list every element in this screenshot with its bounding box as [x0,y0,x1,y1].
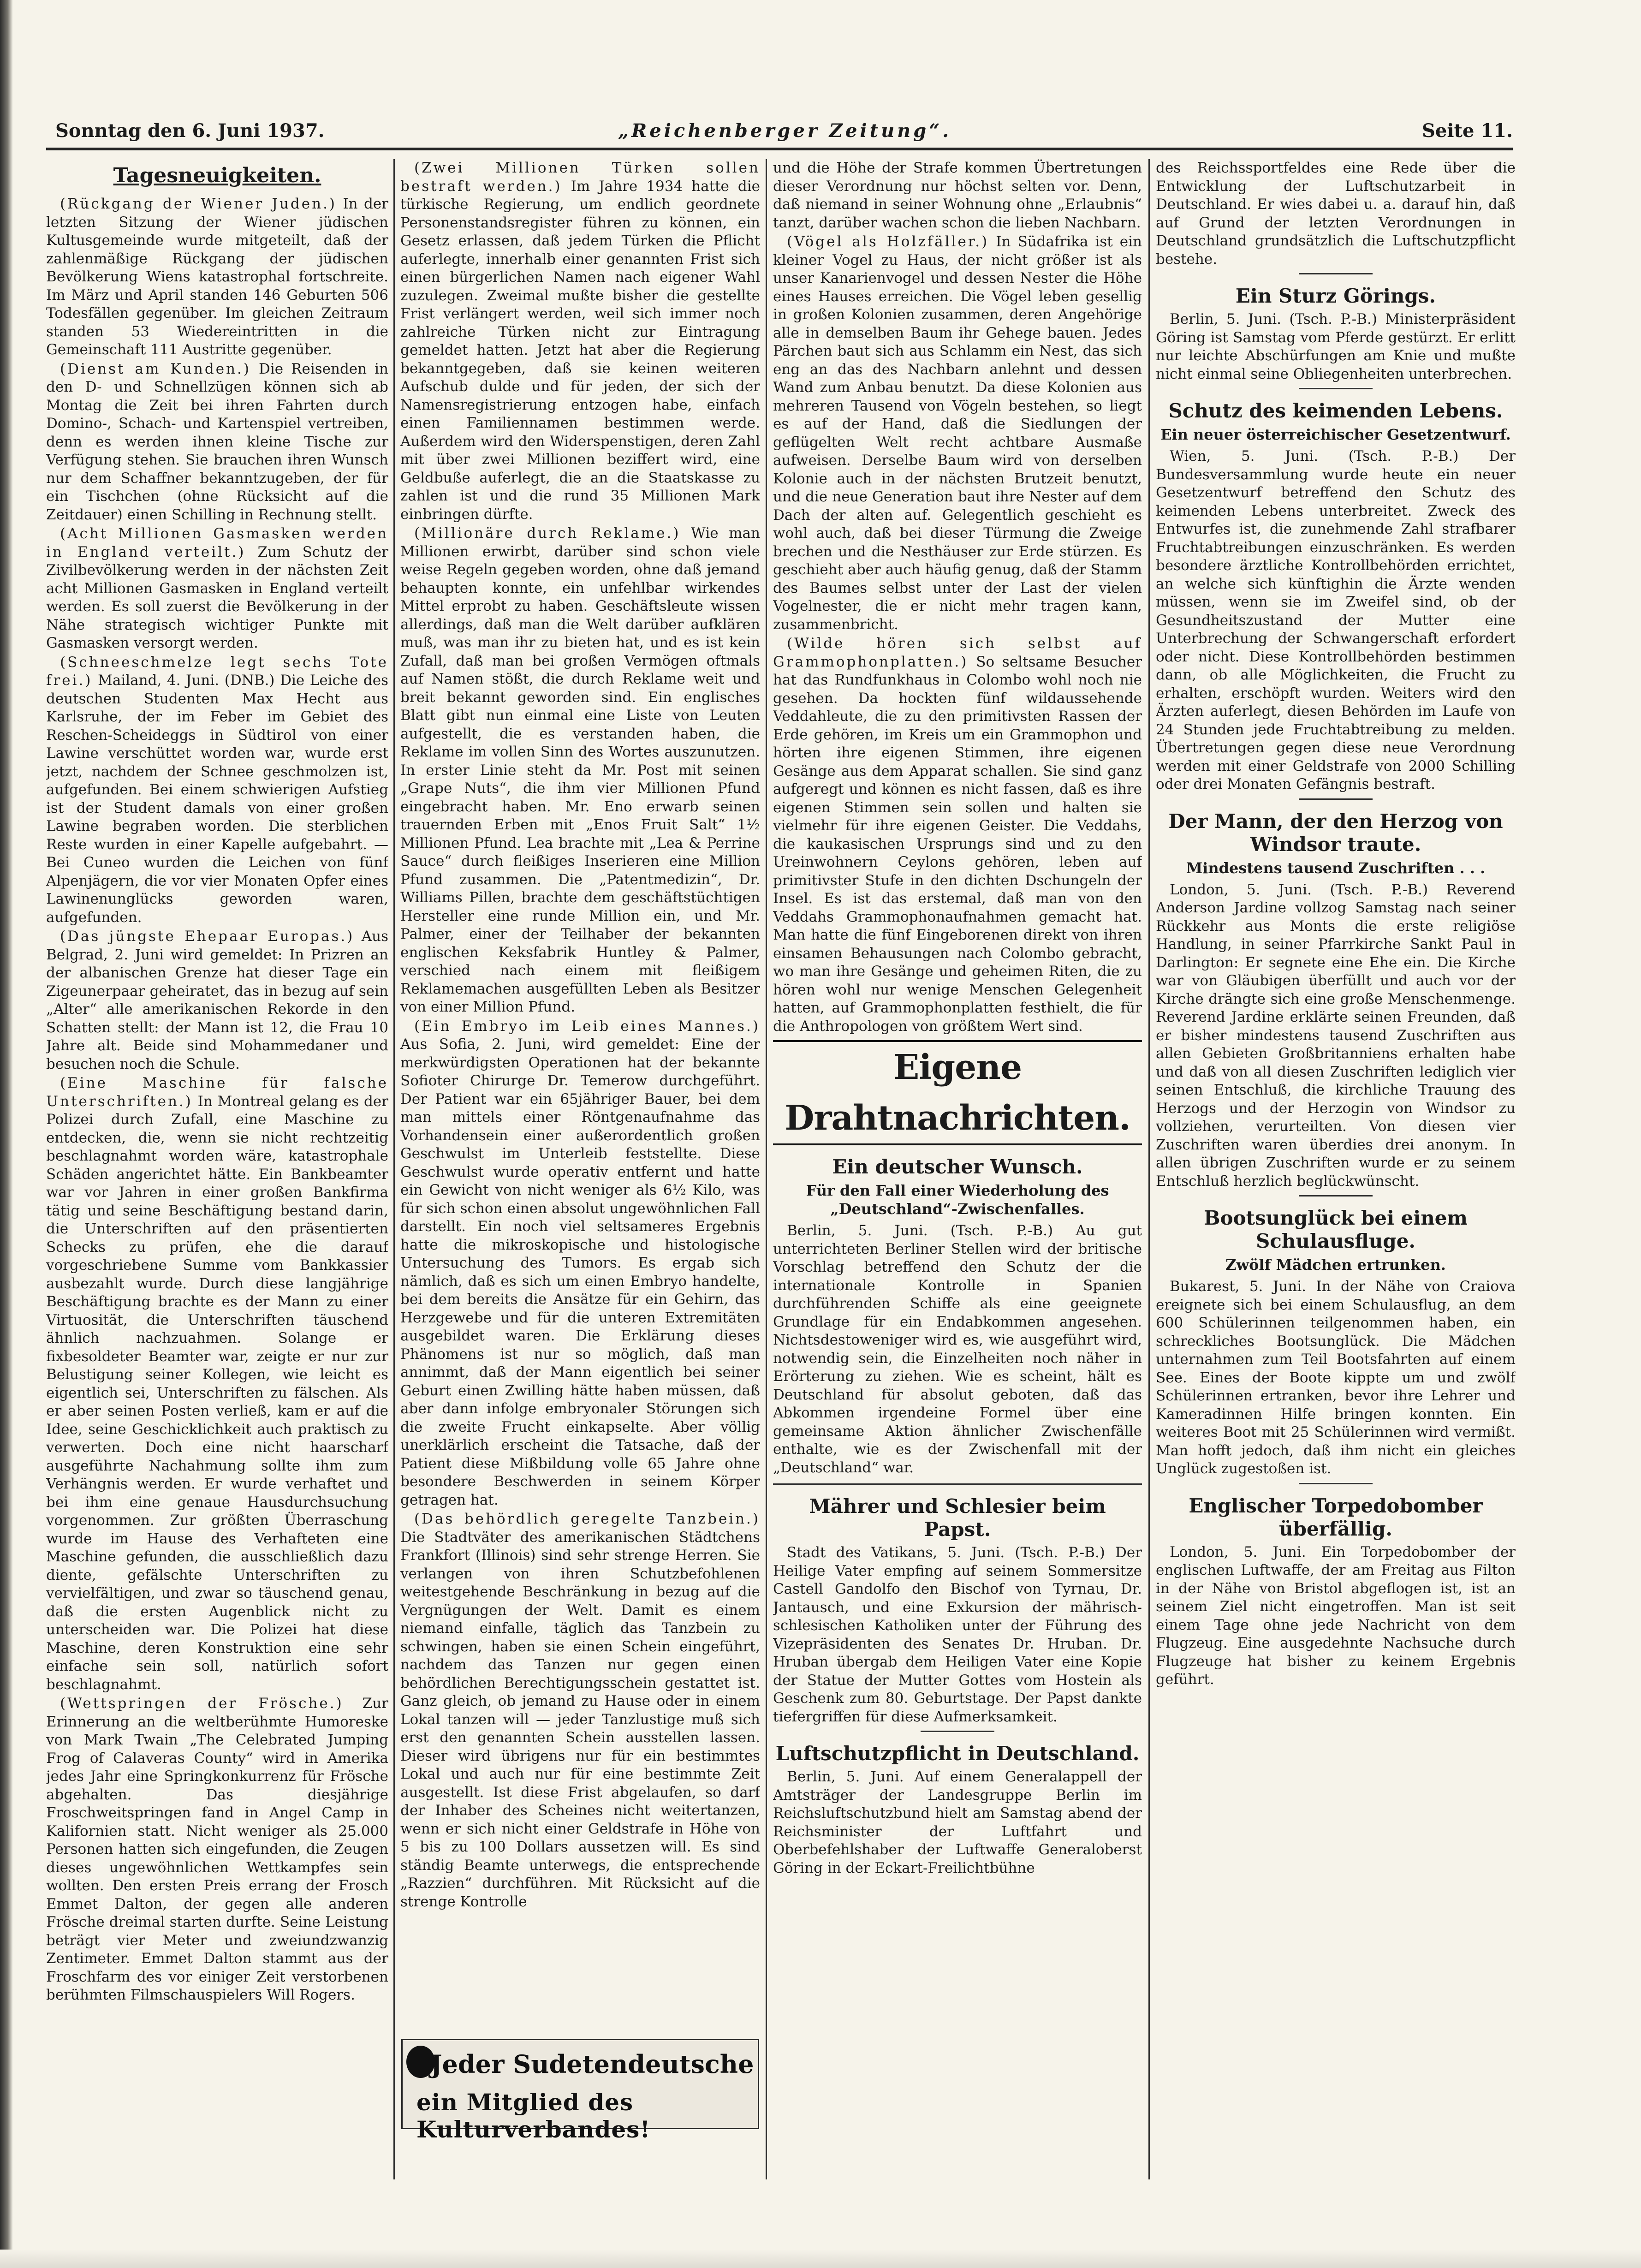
article-body: London, 5. Juni. Ein Torpedobomber der englischen Luftwaffe, der am Freitag aus Filton in der Nähe von Bristol abgeflogen ist, ist an seinem Ziel nicht eingetroffen. Man ist seit einem Tage ohne jede Nachricht von dem Flugzeug. Eine ausgedehnte Nachsuche durch Flugzeuge hat bisher zu keinem Ergebnis geführt. [1156,1543,1516,1688]
column-1 [46,159,388,2179]
article-title: (Vögel als Holzfäller.) [787,233,989,250]
article-body: Im Jahre 1934 hatte die türkische Regierung, um endlich geordnete Personenstandsregister führen zu können, ein Gesetz erlassen, daß jedem Türken die Pflicht auferlegte, innerhalb einer genannten Frist sich einen bürgerlichen Namen nach eigener Wahl zuzulegen. Zweimal mußte bisher die gestellte Frist verlängert werden, weil sich immer noch zahlreiche Türken nicht zur Eintragung gemeldet hatten. Jetzt hat aber die Regierung bekanntgegeben, daß sie keinen weiteren Aufschub dulde und für jeden, der sich der Namensregistrierung entzogen habe, einfach einen Familiennamen bestimmen werde. Außerdem wird den Widerspenstigen, deren Zahl mit über zwei Millionen beziffert wird, eine Geldbuße auferlegt, die an die Staatskasse zu zahlen ist und die rund 35 Millionen Mark einbringen dürfte. [400,178,760,523]
article-title: (Eine Maschine für falsche Unterschriften.) [46,1075,388,1110]
article-juengstes-ehepaar [46,928,388,1073]
article-body: des Reichssportfeldes eine Rede über die Entwicklung der Luftschutzarbeit in Deutschland. Er wies dabei u. a. darauf hin, daß auf Grund der letzten Verordnungen in Deutschland grundsätzlich die Luftschutzpflicht bestehe. [1156,160,1516,268]
article-tanzbein [400,1510,760,1911]
article-millionaere-reklame [400,524,760,1017]
article-body: Wien, 5. Juni. (Tsch. P.-B.) Der Bundesversammlung wurde heute ein neuer Gesetzentwurf betreffend den Schutz des keimenden Lebens unterbreitet. Zweck des Entwurfes ist, die zunehmende Zahl strafbarer Fruchtabtreibungen einzuschränken. Es werden besondere ärztliche Kontrollbehörden errichtet, an welche sich künftighin die Ärzte wenden müssen, wenn sie im Zweifel sind, ob der Gesundheitszustand der Mutter eine Unterbrechung der Schwangerschaft erfordert oder nicht. Diese Kontrollbehörden bestimmen dann, ob alle Möglichkeiten, die Frucht zu erhalten, erschöpft wurden. Weiters wird den Ärzten auferlegt, diesen Behörden im Laufe von 24 Stunden jede Fruchtabtreibung zu melden. Übertretungen gegen diese neue Verordnung werden mit einer Geldstrafe von 2000 Schilling oder drei Monaten Gefängnis bestraft. [1156,448,1516,792]
article-body: London, 5. Juni. (Tsch. P.-B.) Reverend Anderson Jardine vollzog Samstag nach seiner Rückkehr aus Monts die erste religiöse Handlung, in seiner Pfarrkirche Sankt Paul in Darlington: Er segnete eine Ehe ein. Die Kirche war von Gläubigen überfüllt und auch vor der Kirche drängte sich eine große Menschenmenge. Reverend Jardine erklärte seinen Freunden, daß er bisher mindestens tausend Zuschriften aus allen Gebieten Großbritanniens erhalten habe und daß von all diesen Zuschriften lediglich vier seinen Entschluß, die kirchliche Trauung des Herzogs und der Herzogin von Windsor zu vollziehen, verurteilten. Von diesen vier Zuschriften waren überdies drei anonym. In allen übrigen Zuschriften wurde er zu seinem Entschluß herzlich beglückwünscht. [1156,881,1516,1190]
section-rule [1299,273,1373,274]
article-voegel-holzfaeller [773,233,1142,634]
column-2 [400,159,760,2179]
article-wettspringen-froesche [46,1695,388,2005]
subheadline: Ein neuer österreichischer Gesetzentwurf. [1160,426,1511,443]
article-title: (Das jüngste Ehepaar Europas.) [60,928,355,945]
article-body: Berlin, 5. Juni. Auf einem Generalappell der Amtsträger der Landesgruppe Berlin im Reichsluftschutzbund hielt am Samstag abend der Reichsminister der Luftfahrt und Oberbefehlshaber der Luftwaffe Generaloberst Göring in der Eckart-Freilichtbühne [773,1768,1142,1876]
masthead [46,111,1513,152]
article-continuation [773,159,1142,232]
article-body: Aus Belgrad, 2. Juni wird gemeldet: In Prizren an der albanischen Grenze hat dieser Tage ein Zigeunerpaar geheiratet, das in bezug auf sein „Alter“ alle amerikanischen Rekorde in den Schatten stellt: der Mann ist 12, die Frau 10 Jahre alt. Beide sind Mohammedaner und besuchen noch die Schule. [46,928,388,1072]
section-rule [1299,1195,1373,1197]
page-bottom-edge [0,2250,1641,2268]
section-rule [921,1731,994,1732]
headline: Ein Sturz Görings. [1235,285,1436,307]
ad-line-2: ein Mitglied des Kulturverbandes! [416,2089,651,2143]
article-body: Berlin, 5. Juni. (Tsch. P.-B.) Ministerpräsident Göring ist Samstag vom Pferde gestürzt. Er erlitt nur leichte Abschürfungen am Knie und mußte nicht einmal seine Obliegenheiten unterbrechen. [1156,311,1516,382]
headline: Ein deutscher Wunsch. [832,1155,1083,1178]
masthead-page-number: Seite 11. [1422,120,1513,142]
column-4 [1156,159,1516,2179]
article-title: (Rückgang der Wiener Juden.) [60,196,337,212]
article-zwei-millionen-tuerken [400,159,760,524]
section-rule [1299,798,1373,800]
article-body: Die Stadtväter des amerikanischen Städtchens Frankfort (Illinois) sind sehr strenge Herren. Sie verlangen von ihren Schutzbefohlenen weitestgehende Beschränkung in bezug auf die Vergnügungen der Welt. Damit es einem niemand einfalle, täglich das Tanzbein zu schwingen, haben sie einen Schein eingeführt, nachdem das Tanzen nur gegen einen behördlichen Berechtigungsschein gestattet ist. Ganz gleich, ob jemand zu Hause oder in einem Lokal tanzen will — jeder Tanzlustige muß sich erst den genannten Schein ausstellen lassen. Dieser wird übrigens nur für ein bestimmtes Lokal und auch nur für eine bestimmte Zeit ausgestellt. Ist diese Frist abgelaufen, so darf der Inhaber des Scheines nicht weitertanzen, wenn er sich nicht einer Geldstrafe in Höhe von 5 bis zu 100 Dollars aussetzen will. Es sind ständig Beamte unterwegs, die entsprechende „Razzien“ durchführen. Mit Rücksicht auf die strenge Kontrolle [400,1529,760,1910]
kulturverband-advertisement [401,2039,759,2143]
article-dienst-am-kunden [46,360,388,524]
headline: Englischer Torpedobomber überfällig. [1189,1494,1483,1540]
section-banner: Eigene Drahtnachrichten. [773,1040,1142,1145]
column-3 [773,159,1142,2179]
article-torpedobomber [1156,1543,1516,1689]
article-schutz-keimendes-leben [1156,447,1516,794]
article-body: Zum Schutz der Zivilbevölkerung werden in der nächsten Zeit acht Millionen Gasmasken in England verteilt werden. Es soll zuerst die Bevölkerung in der Nähe strategisch wichtiger Punkte mit Gasmasken versorgt werden. [46,543,388,651]
article-title: (Dienst am Kunden.) [60,360,251,377]
article-body: Aus Sofia, 2. Juni, wird gemeldet: Eine der merkwürdigsten Operationen hat der bekannte Sofioter Chirurge Dr. Temerow durchgeführt. Der Patient war ein 65jähriger Bauer, bei dem man mittels einer Röntgenaufnahme das Vorhandensein einer außerordentlich großen Geschwulst im Unterleib feststellte. Diese Geschwulst wurde operativ entfernt und hatte ein Gewicht von nicht weniger als 6½ Kilo, was für sich schon einen absolut ungewöhnlichen Fall darstellt. Ein noch viel seltsameres Ergebnis hatte die mikroskopische und histologische Untersuchung des Tumors. Es ergab sich nämlich, daß es sich um einen Embryo handelte, bei dem bereits die Ansätze für ein Gehirn, das Herzgewebe und für die unteren Extremitäten ausgebildet waren. Die Erklärung dieses Phänomens ist nur so möglich, daß man annimmt, daß der Mann eigentlich bei seiner Geburt einen Zwilling hätte haben müssen, daß aber dann infolge embryonaler Störungen sich die zweite Frucht einkapselte. Aber völlig unerklärlich erscheint die Tatsache, daß der Patient diese Mißbildung volle 65 Jahre ohne besondere Beschwerden in seinem Körper getragen hat. [400,1036,760,1508]
headline: Schutz des keimenden Lebens. [1168,399,1503,422]
section-heading: Tagesneuigkeiten. [113,164,321,187]
article-body: Mailand, 4. Juni. (DNB.) Die Leiche des deutschen Studenten Max Hecht aus Karlsruhe, der im Feber im Gebiet des Reschen-Scheideggs in Südtirol von einer Lawine verschüttet worden war, wurde erst jetzt, nachdem der Schnee geschmolzen ist, aufgefunden. Bei einem schwierigen Aufstieg ist der Student damals von einer großen Lawine begraben worden. Die sterblichen Reste wurden in einer Kapelle aufgebahrt. — Bei Cuneo wurden die Leichen von fünf Alpenjägern, die vor vier Monaten Opfer eines Lawinenunglücks geworden waren, aufgefunden. [46,672,388,926]
article-continuation [1156,159,1516,268]
headline: Mährer und Schlesier beim Papst. [809,1495,1106,1541]
article-gasmasken [46,525,388,653]
article-body: Bukarest, 5. Juni. In der Nähe von Craiova ereignete sich bei einem Schulausflug, an dem 600 Schülerinnen teilgenommen haben, ein schreckliches Bootsunglück. Die Mädchen unternahmen zum Teil Bootsfahrten auf einem See. Eines der Boote kippte um und zwölf Schülerinnen ertranken, bevor ihre Lehrer und Kameradinnen Hilfe bringen konnten. Ein weiteres Boot mit 25 Schülerinnen wird vermißt. Man hofft jedoch, daß ihm nicht ein gleiches Unglück zugestoßen ist. [1156,1278,1516,1477]
article-title: (Acht Millionen Gasmasken werden in England verteilt.) [46,525,388,560]
section-rule [773,1483,1142,1485]
headline: Luftschutzpflicht in Deutschland. [775,1742,1140,1765]
page-gutter-shadow [0,0,13,2268]
section-rule [1299,388,1373,389]
subheadline: Für den Fall einer Wiederholung des „Deutschland“-Zwischenfalles. [806,1182,1109,1218]
subheadline: Zwölf Mädchen ertrunken. [1225,1256,1446,1274]
article-maschine-unterschriften [46,1074,388,1694]
ad-line-1: Jeder Sudetendeutsche [430,2049,754,2079]
article-title: (Wettspringen der Frösche.) [60,1695,344,1712]
article-body: In der letzten Sitzung der Wiener jüdischen Kultusgemeinde wurde mitgeteilt, daß der zahlenmäßige Rückgang der jüdischen Bevölkerung Wiens katastrophal fortschreite. Im März und April standen 146 Geburten 506 Todesfällen gegenüber. Im gleichen Zeitraum standen 53 Wiedereintritten in die Gemeinschaft 111 Austritte gegenüber. [46,196,388,358]
column-divider [766,159,767,2179]
article-body: Stadt des Vatikans, 5. Juni. (Tsch. P.-B.) Der Heilige Vater empfing auf seinem Sommersitze Castell Gandolfo den Bischof von Tyrnau, Dr. Jantausch, und eine Exkursion der mährisch-schlesischen Katholiken unter der Führung des Vizepräsidenten des Senates Dr. Hruban. Dr. Hruban übergab dem Heiligen Vater eine Kopie der Statue der Mutter Gottes vom Hostein als Geschenk zum 80. Geburtstage. Der Papst dankte tiefergriffen für diese Aufmerksamkeit. [773,1544,1142,1725]
article-schneeschmelze [46,654,388,927]
masthead-date: Sonntag den 6. Juni 1937. [55,120,325,142]
article-title: (Schneeschmelze legt sechs Tote frei.) [46,654,388,689]
headline: Der Mann, der den Herzog von Windsor traute. [1168,810,1503,856]
subheadline: Mindestens tausend Zuschriften . . . [1186,859,1486,877]
column-divider [1148,159,1150,2179]
article-title: (Millionäre durch Reklame.) [414,525,681,542]
article-body: Die Reisenden in den D- und Schnellzügen können sich ab Montag die Zeit bei ihren Fahrten durch Domino-, Schach- und Kartenspiel vertreiben, denn es werden ihnen kleine Tische zur Verfügung stehen. Sie brauchen ihren Wunsch nur dem Schaffner bekanntzugeben, der für ein Tischchen (ohne Rücksicht auf die Zeitdauer) einen Schilling in Rechnung stellt. [46,360,388,523]
article-luftschutzpflicht [773,1768,1142,1877]
masthead-rule [46,148,1513,150]
article-embryo [400,1018,760,1510]
article-deutscher-wunsch [773,1222,1142,1477]
article-body: Zur Erinnerung an die weltberühmte Humoreske von Mark Twain „The Celebrated Jumping Frog of Calaveras County“ wird in Amerika jedes Jahr eine Springkonkurrenz für Frösche abgehalten. Das diesjährige Froschweitspringen fand in Angel Camp in Kalifornien statt. Nicht weniger als 25.000 Personen hatten sich eingefunden, die Zeugen dieses ungewöhnlichen Wettkampfes sein wollten. Den ersten Preis errang der Frosch Emmet Dalton, der gegen alle anderen Frösche dreimal starten durfte. Seine Leistung beträgt vier Meter und zweiundzwanzig Zentimeter. Emmet Dalton stammt aus der Froschfarm des vor einiger Zeit verstorbenen berühmten Filmschauspielers Will Rogers. [46,1695,388,2003]
article-body: In Montreal gelang es der Polizei durch Zufall, eine Maschine zu entdecken, die, wenn sie nicht rechtzeitig beschlagnahmt worden wäre, katastrophale Schäden angerichtet hätte. Ein Bankbeamter war vor Jahren in einer großen Bankfirma tätig und seine Beschäftigung bestand darin, die Unterschriften auf den präsentierten Schecks zu prüfen, ehe die darauf vorgeschriebene Summe vom Bankkassier ausbezahlt wurde. Durch diese langjährige Beschäftigung brachte es der Mann zu einer Virtuosität, die Unterschriften täuschend ähnlich nachzuahmen. Solange er fixbesoldeter Beamter war, zeigte er nur zur Belustigung seiner Kollegen, wie leicht es eigentlich sei, Unterschriften zu fälschen. Als er aber seinen Posten verließ, kam er auf die Idee, seine Geschicklichkeit auch praktisch zu verwerten. Doch eine nicht haarscharf ausgeführte Nachahmung sollte ihm zum Verhängnis werden. Er wurde verhaftet und bei ihm eine genaue Hausdurchsuchung vorgenommen. Zur größten Überraschung wurde im Hause des Verhafteten eine Maschine gefunden, die ausschließlich dazu diente, gefälschte Unterschriften zu vervielfältigen, und zwar so täuschend genau, daß die ersten Augenblick nicht zu unterscheiden war. Die Polizei hat diese Maschine, deren Konstruktion eine sehr einfache sein soll, natürlich sofort beschlagnahmt. [46,1093,388,1693]
article-body: Wie man Millionen erwirbt, darüber sind schon viele weise Regeln gegeben worden, ohne daß jemand behaupten konnte, ein unfehlbar wirkendes Mittel erprobt zu haben. Geschäftsleute wissen allerdings, daß man die Welt darüber aufklären muß, was man ihr zu bieten hat, und es ist kein Zufall, daß man bei großen Vermögen oftmals auf Namen stößt, die durch Reklame weit und breit bekannt geworden sind. Ein englisches Blatt gibt nun einmal eine Liste von Leuten aufgestellt, die es verstanden haben, die Reklame im vollen Sinn des Wortes auszunutzen. In erster Linie steht da Mr. Post mit seinen „Grape Nuts“, die ihm vier Millionen Pfund eingebracht haben. Mr. Eno erwarb seinen trauernden Erben mit „Enos Fruit Salt“ 1½ Millionen Pfund. Lea brachte mit „Lea & Perrine Sauce“ durch fleißiges Inserieren eine Million Pfund zusammen. Die „Patentmedizin“, Dr. Williams Pillen, brachte dem geschäftstüchtigen Hersteller eine runde Million ein, und Mr. Palmer, einer der Teilhaber der bekannten englischen Keksfabrik Huntley & Palmer, verschied nach einem mit fleißigem Reklamemachen ausgefüllten Leben als Besitzer von einer Million Pfund. [400,525,760,1015]
article-maehrer-papst [773,1544,1142,1726]
article-title: (Wilde hören sich selbst auf Grammophonplatten.) [773,635,1142,670]
article-sturz-goerings [1156,310,1516,383]
article-title: (Zwei Millionen Türken sollen bestraft werden.) [400,160,760,195]
article-body: In Südafrika ist ein kleiner Vogel zu Haus, der nicht größer ist als unser Kanarienvogel und dessen Nester die Höhe eines Hauses erreichen. Die Vögel leben gesellig in großen Kolonien zusammen, deren Angehörige alle in demselben Baum ihr Gehege bauen. Jedes Pärchen baut sich aus Schlamm ein Nest, das sich eng an das des Nachbarn anlehnt und dessen Wand zum Anbau benutzt. Da diese Kolonien aus mehreren Tausend von Vögeln bestehen, so liegt es auf der Hand, daß die Siedlungen der geflügelten Welt recht achtbare Ausmaße aufweisen. Derselbe Baum wird von derselben Kolonie auch in der nächsten Brutzeit benutzt, und die neue Generation baut ihre Nester auf dem Dach der alten auf. Gelegentlich geschieht es wohl auch, daß bei dieser Türmung die Zweige brechen und die Nesthäuser zur Erde stürzen. Es geschieht aber auch häufig genug, daß der Stamm des Baumes selbst unter der Last der vielen Vogelnester, die er nicht mehr tragen kann, zusammenbricht. [773,233,1142,633]
article-title: (Ein Embryo im Leib eines Mannes.) [414,1018,760,1035]
headline: Bootsunglück bei einem Schulausfluge. [1204,1207,1468,1252]
article-rueckgang-wiener-juden [46,195,388,359]
article-title: (Das behördlich geregelte Tanzbein.) [414,1511,760,1527]
masthead-paper-title: „Reichenberger Zeitung“. [618,120,952,142]
column-divider [393,159,395,2179]
article-body: So seltsame Besucher hat das Rundfunkhaus in Colombo wohl noch nie gesehen. Da hockten fünf wildaussehende Veddahleute, die zu den primitivsten Rassen der Erde gehören, im Kreis um ein Grammophon und hörten ihre eigenen Stimmen, ihre eigenen Gesänge aus dem Apparat schallen. Sie sind ganz aufgeregt und können es nicht fassen, daß es ihre eigenen Stimmen sein sollen und halten sie vielmehr für ihre eigenen Geister. Die Veddahs, die kaukasischen Ursprungs sind und zu den Ureinwohnern Ceylons gehören, leben auf primitivster Stufe in den dichten Dschungeln der Insel. Es ist das erstemal, daß man von den Veddahs Grammophonaufnahmen gemacht hat. Man hatte die fünf Eingeborenen direkt von ihren einsamen Behausungen nach Colombo gebracht, wo man ihre Gesänge und geheimen Riten, die zu hören wohl nur wenige Menschen Gelegenheit hatten, auf Grammophonplatten festhielt, die für die Anthropologen von größtem Wert sind. [773,653,1142,1035]
section-rule [1299,1483,1373,1484]
article-wilde-grammophon [773,635,1142,1036]
article-herzog-windsor [1156,881,1516,1191]
article-bootsunglueck [1156,1278,1516,1478]
article-body: Berlin, 5. Juni. (Tsch. P.-B.) Au gut unterrichteten Berliner Stellen wird der britische Vorschlag betreffend den Schutz der die internationale Kontrolle in Spanien durchführenden Schiffe als eine geeignete Grundlage für ein Endabkommen angesehen. Nichtsdestoweniger wird es, wie ausgeführt wird, notwendig sein, die Einzelheiten noch näher in Erörterung zu ziehen. Wie es scheint, hält es Deutschland für absolut geboten, daß das Abkommen irgendeine Formel über eine gemeinsame Aktion ähnlicher Zwischenfälle enthalte, wie es der Zwischenfall mit der „Deutschland“ war. [773,1222,1142,1476]
article-body: und die Höhe der Strafe kommen Übertretungen dieser Verordnung nur höchst selten vor. Denn, daß niemand in seiner Wohnung ohne „Erlaubnis“ tanzt, darüber wachen schon die lieben Nachbarn. [773,160,1142,231]
